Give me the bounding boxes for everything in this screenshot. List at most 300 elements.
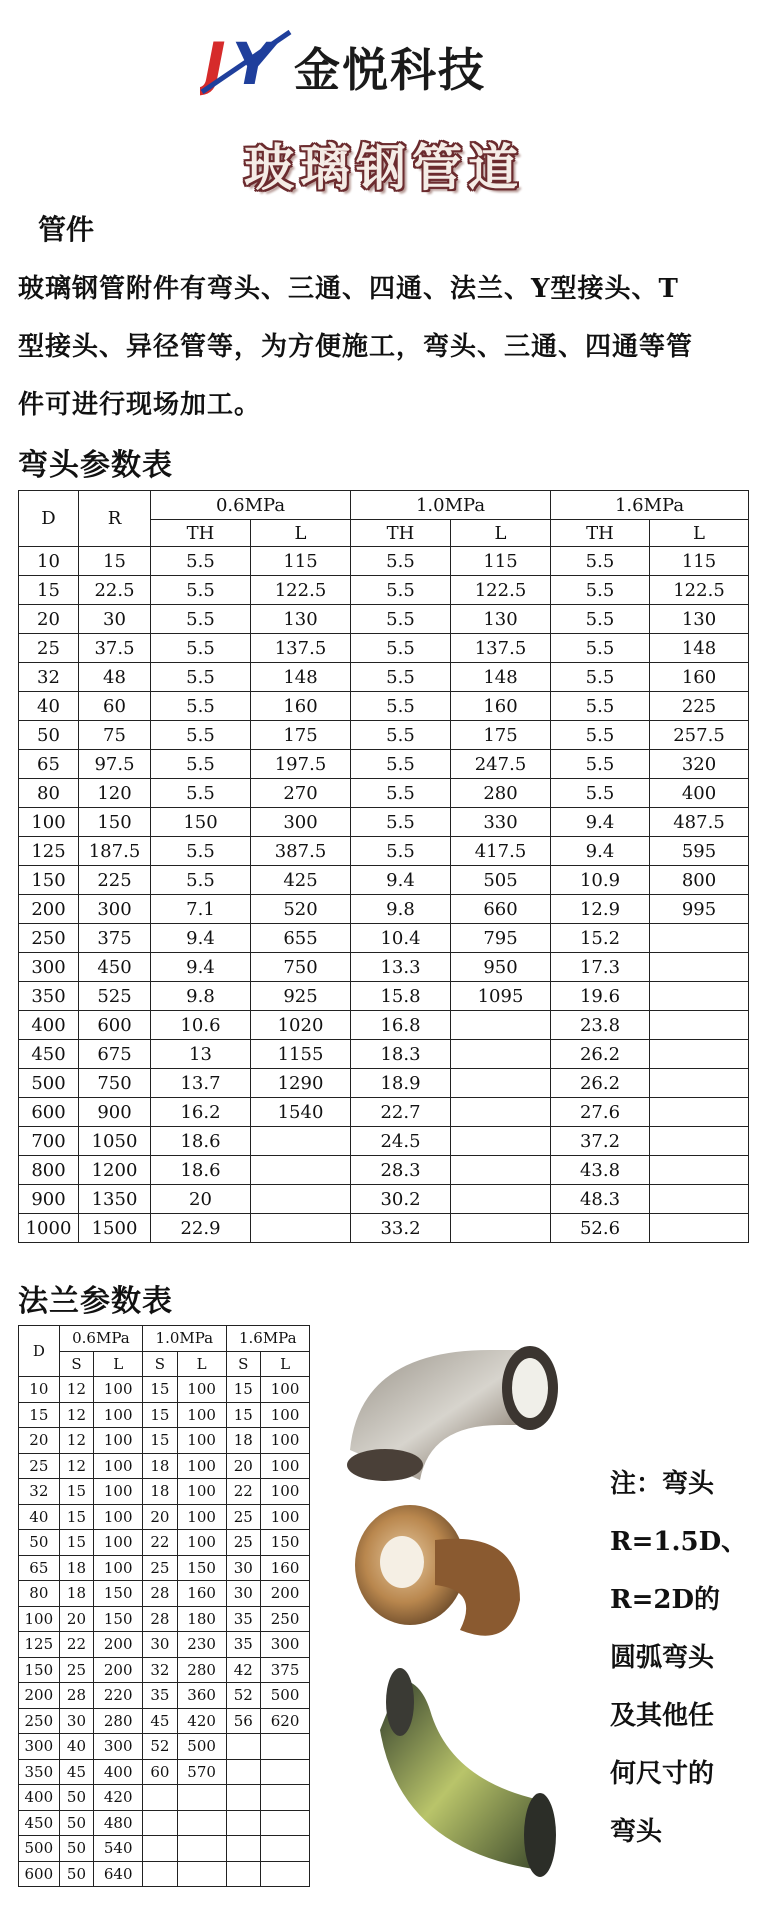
table-cell: 150 (151, 808, 251, 837)
table-cell: 660 (451, 895, 551, 924)
table-cell: 175 (251, 721, 351, 750)
table-cell: 100 (261, 1377, 310, 1403)
table-cell: 1290 (251, 1069, 351, 1098)
table-cell: 19.6 (551, 982, 650, 1011)
table-cell: 100 (94, 1377, 143, 1403)
table-cell: 400 (650, 779, 749, 808)
table-cell: 130 (650, 605, 749, 634)
table-cell: 257.5 (650, 721, 749, 750)
table-cell: 5.5 (351, 692, 451, 721)
table-cell (226, 1759, 261, 1785)
table-cell (261, 1734, 310, 1760)
table-cell: 115 (251, 547, 351, 576)
table-cell: 15 (19, 1402, 60, 1428)
table-cell: 100 (177, 1453, 226, 1479)
table-cell: 420 (94, 1785, 143, 1811)
table-cell: 15 (59, 1530, 94, 1556)
table-cell: 18 (143, 1479, 178, 1505)
header-l: L (261, 1351, 310, 1377)
table-cell: 1500 (79, 1214, 151, 1243)
table-cell: 12 (59, 1453, 94, 1479)
table-row (19, 634, 749, 663)
table-cell: 540 (94, 1836, 143, 1862)
table-cell: 22.9 (151, 1214, 251, 1243)
table-cell: 995 (650, 895, 749, 924)
header-l: L (451, 520, 551, 547)
table-cell: 300 (79, 895, 151, 924)
table-cell: 500 (19, 1836, 60, 1862)
table-cell: 56 (226, 1708, 261, 1734)
table-cell: 50 (19, 1530, 60, 1556)
table-cell (451, 1127, 551, 1156)
table-cell: 5.5 (151, 692, 251, 721)
table-cell: 5.5 (551, 634, 650, 663)
table-row (19, 1504, 310, 1530)
intro-line: 型接头、异径管等，为方便施工，弯头、三通、四通等管 (18, 332, 694, 362)
table-cell: 160 (451, 692, 551, 721)
table-cell: 450 (19, 1040, 79, 1069)
table-cell (650, 1127, 749, 1156)
note-line: 圆弧弯头 (610, 1643, 715, 1673)
table-cell: 300 (19, 1734, 60, 1760)
header-l: L (251, 520, 351, 547)
table-cell (451, 1011, 551, 1040)
table-cell: 187.5 (79, 837, 151, 866)
table-cell: 200 (19, 1683, 60, 1709)
table-cell: 600 (19, 1861, 60, 1887)
header-th: TH (351, 520, 451, 547)
table-cell: 150 (94, 1606, 143, 1632)
table-cell (451, 1069, 551, 1098)
table-cell (251, 1214, 351, 1243)
table-cell: 40 (19, 1504, 60, 1530)
table-cell: 5.5 (351, 779, 451, 808)
table-cell: 37.2 (551, 1127, 650, 1156)
table-cell: 1540 (251, 1098, 351, 1127)
table-cell: 97.5 (79, 750, 151, 779)
table-cell (650, 924, 749, 953)
table-cell: 100 (19, 808, 79, 837)
header-s: S (59, 1351, 94, 1377)
table-cell: 25 (143, 1555, 178, 1581)
table-cell: 100 (19, 1606, 60, 1632)
table-cell: 18 (59, 1555, 94, 1581)
table-cell: 43.8 (551, 1156, 650, 1185)
table-cell (261, 1759, 310, 1785)
table-cell: 9.4 (351, 866, 451, 895)
table-cell: 7.1 (151, 895, 251, 924)
table-cell: 100 (94, 1555, 143, 1581)
table-cell: 15 (59, 1479, 94, 1505)
table-cell: 900 (19, 1185, 79, 1214)
table-row (19, 1785, 310, 1811)
svg-text:J: J (204, 30, 226, 98)
product-photos (340, 1330, 620, 1890)
table-cell: 13.3 (351, 953, 451, 982)
table-cell (650, 982, 749, 1011)
table-cell: 5.5 (151, 576, 251, 605)
table-cell: 30.2 (351, 1185, 451, 1214)
table-cell: 5.5 (351, 605, 451, 634)
table-cell: 100 (94, 1428, 143, 1454)
table-row (19, 1098, 749, 1127)
table-cell: 5.5 (551, 721, 650, 750)
table-cell: 125 (19, 837, 79, 866)
table-cell: 487.5 (650, 808, 749, 837)
table-cell: 148 (251, 663, 351, 692)
table-cell: 375 (261, 1657, 310, 1683)
table-row (19, 1759, 310, 1785)
table-cell: 280 (451, 779, 551, 808)
green-elbow-photo (380, 1668, 556, 1877)
table-cell (650, 1156, 749, 1185)
table-row (19, 953, 749, 982)
table-cell: 5.5 (151, 837, 251, 866)
table-cell: 180 (177, 1606, 226, 1632)
header-r: R (79, 491, 151, 547)
header-pressure: 1.6MPa (226, 1326, 309, 1352)
header-s: S (226, 1351, 261, 1377)
header-pressure: 1.0MPa (351, 491, 551, 520)
table-cell: 750 (79, 1069, 151, 1098)
table-cell: 15 (59, 1504, 94, 1530)
table-cell: 40 (19, 692, 79, 721)
table-cell: 60 (79, 692, 151, 721)
table-cell: 150 (261, 1530, 310, 1556)
table-cell: 5.5 (151, 750, 251, 779)
table-cell: 16.2 (151, 1098, 251, 1127)
table-cell: 9.4 (151, 924, 251, 953)
table-cell: 26.2 (551, 1069, 650, 1098)
table-row (19, 895, 749, 924)
table-cell: 80 (19, 779, 79, 808)
table-cell: 15 (143, 1377, 178, 1403)
table-row (19, 1428, 310, 1454)
table-row (19, 1606, 310, 1632)
table-cell: 5.5 (351, 547, 451, 576)
table-cell: 100 (94, 1530, 143, 1556)
table-cell: 387.5 (251, 837, 351, 866)
table-cell: 300 (261, 1632, 310, 1658)
table-row (19, 750, 749, 779)
table-row (19, 866, 749, 895)
table-cell: 25 (226, 1530, 261, 1556)
table-cell: 100 (261, 1479, 310, 1505)
intro-paragraph (18, 260, 752, 434)
table-cell: 15 (143, 1428, 178, 1454)
header-l: L (650, 520, 749, 547)
table-cell: 32 (143, 1657, 178, 1683)
table-cell (226, 1810, 261, 1836)
table-cell: 1200 (79, 1156, 151, 1185)
table-row (19, 605, 749, 634)
table-cell: 100 (94, 1504, 143, 1530)
table-cell: 1095 (451, 982, 551, 1011)
table-row (19, 837, 749, 866)
table-cell: 10.9 (551, 866, 650, 895)
table-cell: 5.5 (351, 576, 451, 605)
table-cell: 13.7 (151, 1069, 251, 1098)
table-row (19, 1377, 310, 1403)
table-cell (143, 1836, 178, 1862)
table-cell (650, 1098, 749, 1127)
table-row (19, 924, 749, 953)
table-cell: 220 (94, 1683, 143, 1709)
table-cell: 505 (451, 866, 551, 895)
table-cell (451, 1098, 551, 1127)
table-cell: 12.9 (551, 895, 650, 924)
table-cell: 750 (251, 953, 351, 982)
table-cell: 15.2 (551, 924, 650, 953)
table-cell: 300 (251, 808, 351, 837)
table-cell: 1000 (19, 1214, 79, 1243)
table-cell (226, 1836, 261, 1862)
table-cell: 5.5 (351, 808, 451, 837)
table-cell: 10 (19, 1377, 60, 1403)
table-cell (650, 1011, 749, 1040)
table-cell: 15 (143, 1402, 178, 1428)
table-cell: 5.5 (551, 663, 650, 692)
table-cell: 12 (59, 1402, 94, 1428)
table-cell: 10.4 (351, 924, 451, 953)
table-cell: 640 (94, 1861, 143, 1887)
table-cell: 22.7 (351, 1098, 451, 1127)
table-cell: 270 (251, 779, 351, 808)
table-row (19, 1555, 310, 1581)
table-cell: 600 (19, 1098, 79, 1127)
table-cell (451, 1156, 551, 1185)
table-cell: 250 (261, 1606, 310, 1632)
table-row (19, 547, 749, 576)
table-cell (251, 1156, 351, 1185)
table-cell: 60 (143, 1759, 178, 1785)
table-row (19, 1069, 749, 1098)
table-cell (226, 1734, 261, 1760)
table-cell: 525 (79, 982, 151, 1011)
table-cell: 595 (650, 837, 749, 866)
table-row (19, 1657, 310, 1683)
table-row (19, 1632, 310, 1658)
note-line: 何尺寸的 (610, 1759, 715, 1789)
table-cell: 18 (143, 1453, 178, 1479)
header-d: D (19, 1326, 60, 1377)
table-cell: 230 (177, 1632, 226, 1658)
table-cell: 65 (19, 1555, 60, 1581)
table-cell: 320 (650, 750, 749, 779)
table-cell: 18 (226, 1428, 261, 1454)
table-cell: 130 (451, 605, 551, 634)
table-cell: 122.5 (650, 576, 749, 605)
table-cell: 375 (79, 924, 151, 953)
elbow-table-body (19, 547, 749, 1243)
section-title-fittings: 管件 (38, 213, 95, 246)
table-cell: 500 (261, 1683, 310, 1709)
header-s: S (143, 1351, 178, 1377)
header-th: TH (151, 520, 251, 547)
table-cell: 5.5 (551, 750, 650, 779)
table-cell (226, 1785, 261, 1811)
table-cell (261, 1861, 310, 1887)
table-row (19, 1127, 749, 1156)
table-cell: 120 (79, 779, 151, 808)
table-cell: 30 (226, 1581, 261, 1607)
table-cell: 5.5 (151, 779, 251, 808)
table-cell: 122.5 (451, 576, 551, 605)
note-line: 弯头 (610, 1817, 663, 1847)
table-cell: 52.6 (551, 1214, 650, 1243)
table-cell: 100 (261, 1428, 310, 1454)
table-cell: 18.3 (351, 1040, 451, 1069)
table-cell: 20 (226, 1453, 261, 1479)
table-cell: 5.5 (151, 605, 251, 634)
table-row (19, 1708, 310, 1734)
header-pressure: 0.6MPa (59, 1326, 142, 1352)
table-cell: 50 (59, 1785, 94, 1811)
table-cell: 250 (19, 1708, 60, 1734)
table-cell: 330 (451, 808, 551, 837)
table-cell: 30 (226, 1555, 261, 1581)
table-cell: 5.5 (151, 721, 251, 750)
table-row (19, 808, 749, 837)
table-cell: 50 (59, 1810, 94, 1836)
table-cell: 15.8 (351, 982, 451, 1011)
table-cell: 125 (19, 1632, 60, 1658)
table-cell (177, 1810, 226, 1836)
table-cell: 18.6 (151, 1127, 251, 1156)
table-cell: 100 (261, 1402, 310, 1428)
table-cell: 40 (59, 1734, 94, 1760)
header-l: L (177, 1351, 226, 1377)
table-cell: 35 (226, 1606, 261, 1632)
table-cell: 570 (177, 1759, 226, 1785)
header-pressure: 0.6MPa (151, 491, 351, 520)
table-cell: 12 (59, 1428, 94, 1454)
table-cell: 20 (143, 1504, 178, 1530)
table-cell (143, 1861, 178, 1887)
table-cell: 9.4 (551, 837, 650, 866)
table-cell: 197.5 (251, 750, 351, 779)
table-cell: 450 (79, 953, 151, 982)
table-cell: 150 (94, 1581, 143, 1607)
table-cell: 800 (19, 1156, 79, 1185)
table-cell: 800 (650, 866, 749, 895)
note-line: 注：弯头 (610, 1469, 715, 1499)
flange-table-title: 法兰参数表 (18, 1284, 173, 1319)
table-cell: 100 (261, 1453, 310, 1479)
table-cell (251, 1185, 351, 1214)
table-row (19, 1453, 310, 1479)
table-cell: 150 (19, 1657, 60, 1683)
table-cell (451, 1214, 551, 1243)
table-cell (261, 1785, 310, 1811)
table-row (19, 1156, 749, 1185)
table-cell: 200 (94, 1632, 143, 1658)
table-cell: 5.5 (551, 692, 650, 721)
table-cell: 100 (94, 1479, 143, 1505)
table-cell: 5.5 (151, 634, 251, 663)
table-cell (650, 1069, 749, 1098)
table-cell: 26.2 (551, 1040, 650, 1069)
table-cell: 12 (59, 1377, 94, 1403)
table-cell: 5.5 (351, 721, 451, 750)
table-cell: 9.4 (151, 953, 251, 982)
table-cell: 45 (143, 1708, 178, 1734)
table-row (19, 1683, 310, 1709)
note-line: R=2D的 (610, 1585, 721, 1615)
header-pressure: 1.6MPa (551, 491, 749, 520)
table-cell (451, 1040, 551, 1069)
table-cell: 400 (19, 1011, 79, 1040)
table-cell: 160 (177, 1581, 226, 1607)
table-cell: 225 (650, 692, 749, 721)
table-cell: 480 (94, 1810, 143, 1836)
table-cell: 200 (19, 895, 79, 924)
table-row (19, 1861, 310, 1887)
table-row (19, 1734, 310, 1760)
table-cell (650, 1040, 749, 1069)
table-cell: 148 (650, 634, 749, 663)
table-cell: 5.5 (151, 866, 251, 895)
table-cell: 28 (59, 1683, 94, 1709)
table-cell: 900 (79, 1098, 151, 1127)
table-cell: 100 (177, 1402, 226, 1428)
company-logo (200, 26, 520, 98)
table-cell: 30 (79, 605, 151, 634)
table-cell: 20 (19, 605, 79, 634)
table-cell (143, 1785, 178, 1811)
table-cell: 5.5 (551, 605, 650, 634)
table-cell: 5.5 (351, 750, 451, 779)
table-cell: 160 (650, 663, 749, 692)
table-cell: 5.5 (551, 779, 650, 808)
table-cell: 33.2 (351, 1214, 451, 1243)
table-cell: 100 (177, 1377, 226, 1403)
table-row (19, 1836, 310, 1862)
table-cell: 200 (261, 1581, 310, 1607)
table-cell: 300 (19, 953, 79, 982)
table-cell: 425 (251, 866, 351, 895)
table-cell: 25 (19, 634, 79, 663)
table-cell: 280 (94, 1708, 143, 1734)
table-cell: 160 (251, 692, 351, 721)
table-cell: 22.5 (79, 576, 151, 605)
table-cell: 1020 (251, 1011, 351, 1040)
table-cell: 13 (151, 1040, 251, 1069)
table-row (19, 1040, 749, 1069)
table-cell: 37.5 (79, 634, 151, 663)
table-cell: 80 (19, 1581, 60, 1607)
table-cell: 50 (19, 721, 79, 750)
table-cell: 22 (59, 1632, 94, 1658)
table-cell: 50 (59, 1861, 94, 1887)
company-name: 金悦科技 (294, 43, 486, 97)
table-cell: 35 (226, 1632, 261, 1658)
table-cell: 400 (94, 1759, 143, 1785)
table-cell: 28 (143, 1606, 178, 1632)
table-cell: 175 (451, 721, 551, 750)
table-cell: 150 (19, 866, 79, 895)
table-cell (177, 1861, 226, 1887)
table-cell: 32 (19, 1479, 60, 1505)
table-cell: 100 (94, 1402, 143, 1428)
table-cell: 100 (94, 1453, 143, 1479)
intro-line: 玻璃钢管附件有弯头、三通、四通、法兰、Y型接头、T (18, 274, 679, 304)
table-cell: 200 (94, 1657, 143, 1683)
table-cell: 16.8 (351, 1011, 451, 1040)
table-cell: 225 (79, 866, 151, 895)
svg-text:Y: Y (232, 30, 274, 98)
table-cell: 450 (19, 1810, 60, 1836)
